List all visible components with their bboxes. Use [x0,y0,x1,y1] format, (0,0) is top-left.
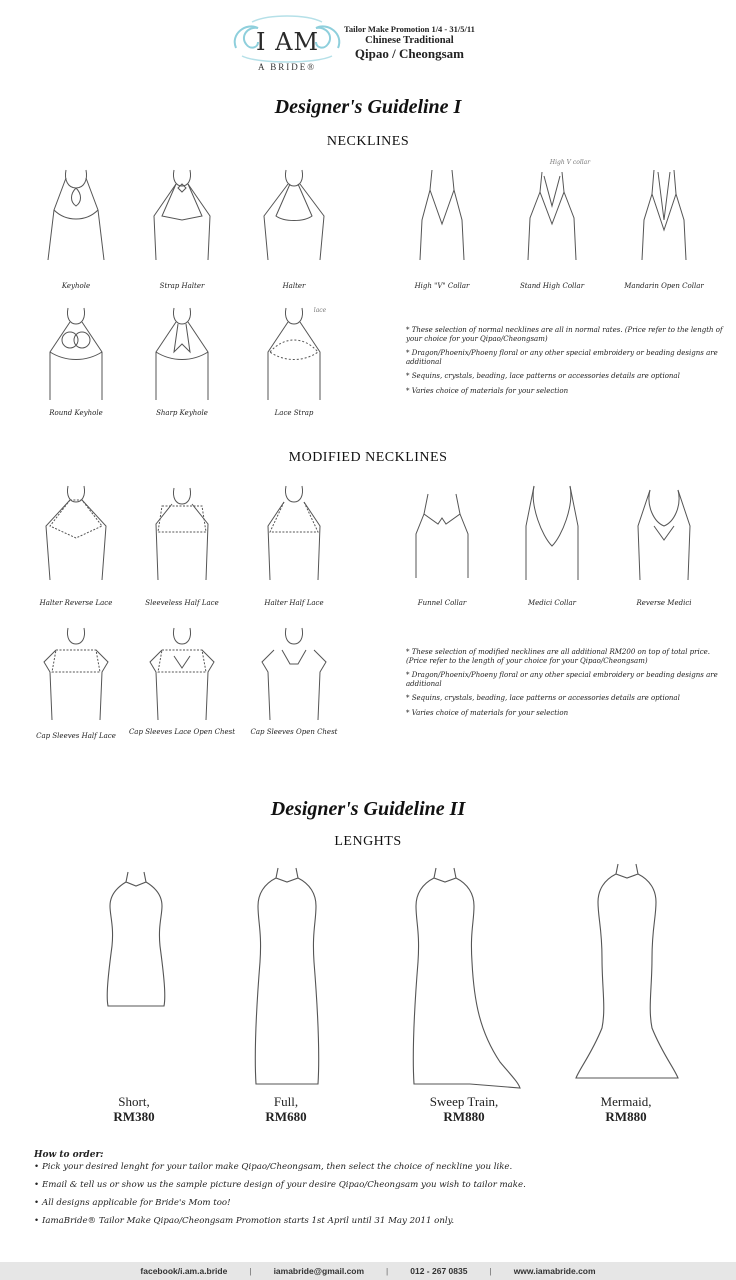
full-dress-sketch [242,862,332,1092]
length-price: RM380 [113,1109,155,1124]
high-v-collar-sketch [402,160,482,270]
funnel-collar-sketch [402,474,482,586]
length-caption [216,1094,356,1124]
note-text: * Dragon/Phoenix/Phoeny floral or any other special embroidery or beading designs are additional [406,349,718,366]
length-name: Sweep Train, [429,1094,499,1109]
necklines-notes [406,326,726,401]
length-price: RM880 [443,1109,485,1124]
note-text: * These selection of normal necklines are all in normal rates. (Price refer to the length of your choice for your Qipao/Cheongsam) [406,326,723,343]
modified-label: Cap Sleeves Half Lace [36,732,116,740]
modified-label: Cap Sleeves Open Chest [250,728,338,736]
note-text: * Sequins, crystals, beading, lace patterns or accessories details are optional [406,694,680,702]
round-keyhole-sketch [36,296,116,406]
list-item: • Pick your desired lenght for your tailor make Qipao/Cheongsam, then select the choice of neckline you like. [34,1162,714,1172]
phone-number: 012 - 267 0835 [410,1266,468,1276]
footer-separator: | [249,1266,252,1276]
length-name: Mermaid, [600,1094,652,1109]
list-item: • All designs applicable for Bride's Mom too! [34,1198,714,1208]
brand-logo [228,12,346,76]
note-text: * Dragon/Phoenix/Phoeny floral or any other special embroidery or beading designs are additional [406,671,718,688]
logo-text: I AM [256,28,320,56]
length-price: RM880 [605,1109,647,1124]
guideline-2-title: Designer's Guideline II [270,798,466,820]
reverse-medici-sketch [624,476,704,586]
halter-sketch [254,160,334,270]
guideline-1-title: Designer's Guideline I [274,96,462,118]
facebook-link[interactable]: facebook/i.am.a.bride [140,1266,228,1276]
length-name: Full, [273,1094,299,1109]
how-to-order-list [34,1162,714,1226]
short-dress-sketch [96,866,176,1016]
medici-collar-sketch [512,476,592,586]
footer-bar [0,1262,736,1280]
stand-high-collar-sketch [512,158,592,270]
how-to-order-title: How to order: [34,1150,104,1160]
modified-label: Funnel Collar [417,599,467,607]
sleeveless-half-lace-sketch [142,476,222,586]
neckline-label: Keyhole [61,282,91,290]
modified-label: Medici Collar [528,599,576,607]
logo-subtext: A BRIDE® [258,62,317,72]
neckline-label: Mandarin Open Collar [624,282,704,290]
promo-dates: Tailor Make Promotion 1/4 - 31/5/11 [344,24,475,34]
halter-reverse-lace-sketch [36,476,116,586]
neckline-label: Strap Halter [159,282,205,290]
footer-separator: | [386,1266,389,1276]
promo-subtitle: Chinese Traditional [365,35,454,46]
neckline-label: Sharp Keyhole [156,409,208,417]
sharp-keyhole-sketch [142,296,222,406]
sweep-train-dress-sketch [400,862,530,1092]
keyhole-sketch [36,160,116,270]
necklines-title: NECKLINES [326,134,410,149]
modified-label: Sleeveless Half Lace [145,599,219,607]
list-item: • Email & tell us or show us the sample picture design of your desire Qipao/Cheongsam you wish to tailor make. [34,1180,714,1190]
length-name: Short, [118,1094,150,1109]
promo-title: Qipao / Cheongsam [354,46,464,61]
sketch-annotation: lace [313,307,327,314]
length-caption [394,1094,534,1124]
neckline-label: Halter [282,282,306,290]
modified-notes [406,648,728,723]
note-text: * Varies choice of materials for your selection [406,386,569,395]
modified-label: Halter Reverse Lace [39,599,113,607]
lengths-title: LENGHTS [334,834,402,849]
website-link[interactable]: www.iamabride.com [513,1266,596,1276]
note-text: * These selection of modified necklines are all additional RM200 on top of total price. (Price refer to the length of your choice for your Qipao/Cheongsam) [406,648,711,665]
promo-block [344,24,475,62]
cap-sleeves-open-chest-sketch [254,616,334,728]
modified-label: Halter Half Lace [264,599,324,607]
modified-label: Cap Sleeves Lace Open Chest [128,728,236,736]
modified-necklines-title: MODIFIED NECKLINES [288,450,448,465]
note-text: * Sequins, crystals, beading, lace patterns or accessories details are optional [406,372,680,380]
email-link[interactable]: iamabride@gmail.com [273,1266,365,1276]
neckline-label: Lace Strap [274,409,314,417]
cap-sleeves-half-lace-sketch [36,616,116,728]
mandarin-open-collar-sketch [624,160,704,270]
neckline-label: Round Keyhole [49,409,103,417]
list-item: • IamaBride® Tailor Make Qipao/Cheongsam Promotion starts 1st April until 31 May 2011 only. [34,1216,714,1226]
note-text: * Varies choice of materials for your selection [406,708,569,717]
length-price: RM680 [265,1109,307,1124]
sketch-annotation: High V collar [549,159,591,166]
strap-halter-sketch [142,160,222,270]
mermaid-dress-sketch [572,858,682,1088]
length-caption [556,1094,696,1124]
neckline-label: Stand High Collar [519,282,585,290]
neckline-label: High "V" Collar [414,282,470,290]
length-caption [64,1094,204,1124]
how-to-order [34,1150,714,1234]
modified-label: Reverse Medici [636,599,692,607]
footer-separator: | [489,1266,492,1276]
cap-sleeves-lace-open-chest-sketch [142,616,222,728]
halter-half-lace-sketch [254,476,334,586]
